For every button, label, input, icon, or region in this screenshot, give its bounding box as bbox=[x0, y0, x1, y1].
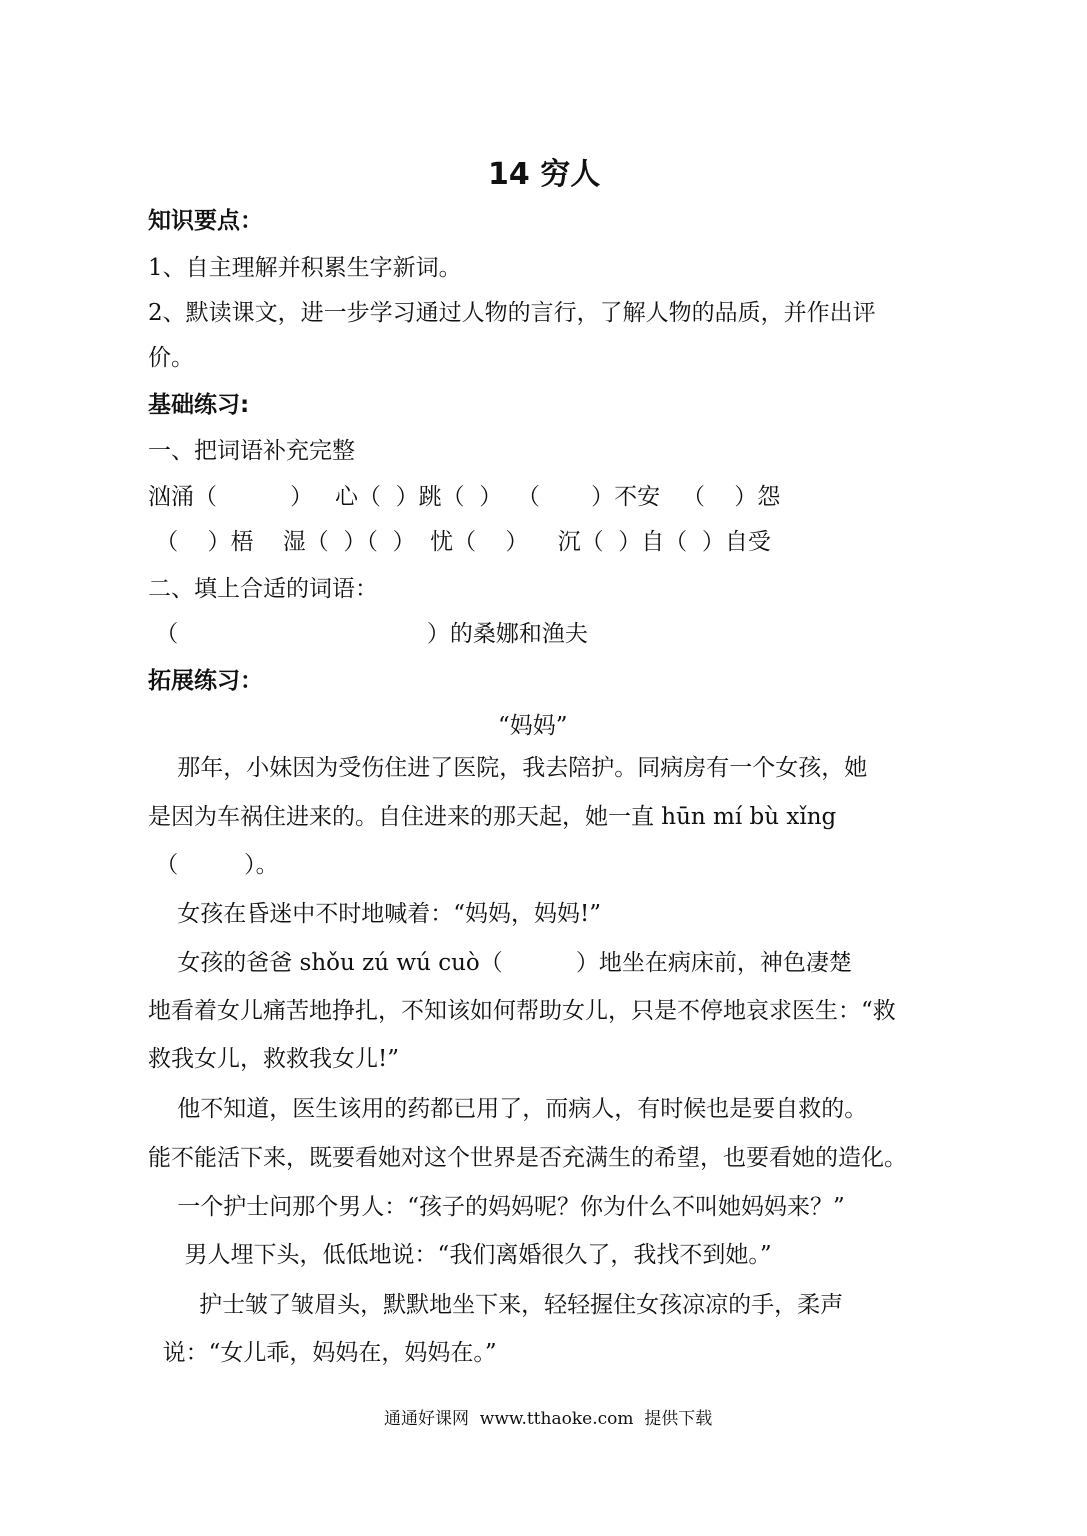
story-line: 女孩的爸爸 shǒu zú wú cuò（ ）地坐在病床前，神色凄楚 bbox=[148, 950, 852, 976]
story-line: 护士皱了皱眉头，默默地坐下来，轻轻握住女孩凉凉的手，柔声 bbox=[148, 1292, 844, 1318]
question-2-title: 二、填上合适的词语： bbox=[148, 576, 378, 602]
question-1-title: 一、把词语补充完整 bbox=[148, 438, 355, 464]
story-line: 救我女儿，救救我女儿!” bbox=[148, 1046, 400, 1072]
story-title: “妈妈” bbox=[498, 713, 568, 739]
extend-heading: 拓展练习： bbox=[148, 668, 263, 694]
story-line: 说：“女儿乖，妈妈在，妈妈在。” bbox=[148, 1340, 497, 1366]
story-line: 他不知道，医生该用的药都已用了，而病人，有时候也是要自救的。 bbox=[148, 1096, 868, 1122]
knowledge-item: 2、默读课文，进一步学习通过人物的言行，了解人物的品质，并作出评 bbox=[148, 300, 876, 326]
story-line: 能不能活下来，既要看她对这个世界是否充满生的希望，也要看她的造化。 bbox=[148, 1145, 907, 1171]
story-line: 地看着女儿痛苦地挣扎，不知该如何帮助女儿，只是不停地哀求医生：“救 bbox=[148, 998, 896, 1024]
story-line: （ ）。 bbox=[148, 852, 279, 878]
story-line: 一个护士问那个男人：“孩子的妈妈呢？你为什么不叫她妈妈来？” bbox=[148, 1194, 845, 1220]
story-line: 男人埋下头，低低地说：“我们离婚很久了，我找不到她。” bbox=[148, 1242, 772, 1268]
question-2-row: （ ）的桑娜和渔夫 bbox=[148, 621, 588, 647]
story-line: 那年，小妹因为受伤住进了医院，我去陪护。同病房有一个女孩，她 bbox=[148, 755, 868, 781]
question-1-row: （ ）梧 湿（ ）（ ） 忧（ ） 沉（ ）自（ ）自受 bbox=[148, 529, 771, 555]
basic-heading: 基础练习: bbox=[148, 392, 250, 418]
knowledge-item: 1、自主理解并积累生字新词。 bbox=[148, 255, 462, 281]
page-footer: 通通好课网 www.tthaoke.com 提供下载 bbox=[384, 1409, 713, 1429]
knowledge-heading: 知识要点： bbox=[148, 208, 263, 234]
knowledge-item: 价。 bbox=[148, 345, 194, 371]
story-line: 是因为车祸住进来的。自住进来的那天起，她一直 hūn mí bù xǐng bbox=[148, 804, 837, 830]
page-title: 14 穷人 bbox=[488, 157, 601, 192]
story-line: 女孩在昏迷中不时地喊着：“妈妈，妈妈!” bbox=[148, 901, 602, 927]
question-1-row: 汹涌（ ） 心（ ）跳（ ） （ ）不安 （ ）怨 bbox=[148, 484, 781, 510]
